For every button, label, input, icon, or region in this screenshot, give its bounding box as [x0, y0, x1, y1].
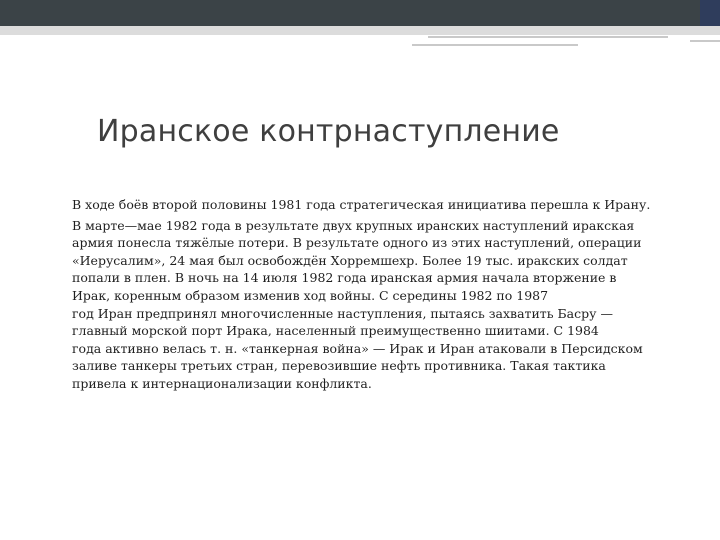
body-line: год Иран предпринял многочисленные наступления, пытаясь захватить Басру — — [72, 305, 613, 321]
header-accent-block — [700, 0, 720, 26]
decorative-line — [428, 36, 668, 38]
decorative-line — [412, 44, 578, 46]
body-line: «Иерусалим», 24 мая был освобождён Хорремшехр. Более 19 тыс. иракских солдат — [72, 252, 628, 268]
header-band — [0, 0, 720, 26]
header-subband — [0, 26, 720, 35]
body-line: привела к интернационализации конфликта. — [72, 375, 372, 391]
body-line: В ходе боёв второй половины 1981 года стратегическая инициатива перешла к Ирану. — [72, 197, 651, 212]
body-line: армия понесла тяжёлые потери. В результате одного из этих наступлений, операции — [72, 235, 642, 251]
body-line: попали в плен. В ночь на 14 июля 1982 года иранская армия начала вторжение в — [72, 270, 617, 286]
decorative-line — [690, 40, 720, 42]
body-line: главный морской порт Ирака, населенный преимущественно шиитами. С 1984 — [72, 323, 599, 339]
body-line: заливе танкеры третьих стран, перевозившие нефть противника. Такая тактика — [72, 358, 606, 374]
slide-title: Иранское контрнаступление — [97, 114, 560, 149]
slide-body-text — [72, 196, 684, 393]
body-line: Ирак, коренным образом изменив ход войны. С середины 1982 по 1987 — [72, 287, 549, 303]
body-line: года активно велась т. н. «танкерная война» — Ирак и Иран атаковали в Персидском — [72, 340, 643, 356]
body-line: В марте—мае 1982 года в результате двух крупных иранских наступлений иракская — [72, 217, 635, 233]
